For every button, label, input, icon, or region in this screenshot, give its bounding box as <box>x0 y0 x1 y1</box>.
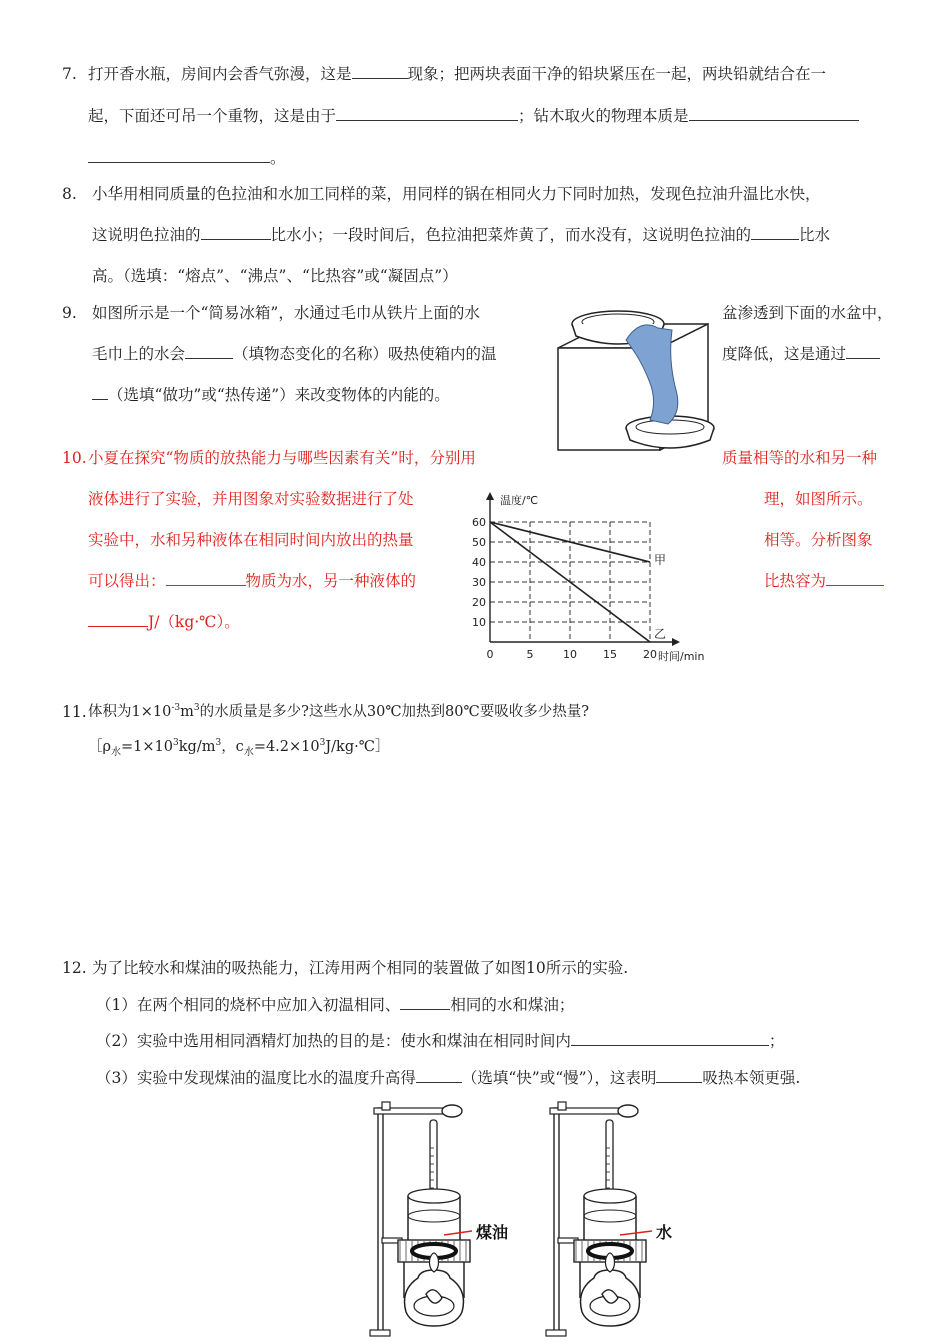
apparatus-water <box>546 1102 652 1336</box>
q11-t2: m <box>180 704 194 720</box>
q10-line5 <box>88 612 240 632</box>
x-tick-label: 20 <box>643 648 657 661</box>
q8-number: 8. <box>62 185 77 203</box>
q11-line1 <box>88 702 589 722</box>
q10-line2a: 液体进行了实验，并用图象对实验数据进行了处 <box>88 490 414 508</box>
q11-sub1: 水 <box>111 746 122 758</box>
q10-line1b: 质量相等的水和另一种 <box>722 449 878 467</box>
q10-line3a: 实验中，水和另种液体在相同时间内放出的热量 <box>88 531 414 549</box>
q9-line1a: 如图所示是一个“简易冰箱”，水通过毛巾从铁片上面的水 <box>92 304 480 322</box>
q9-line2b <box>722 344 880 364</box>
q11-exp4: 3 <box>215 738 222 749</box>
q11-number: 11. <box>62 703 87 721</box>
x-tick-label: 10 <box>563 648 577 661</box>
stand-rod <box>378 1108 383 1333</box>
q8-text-c: 比水 <box>799 226 831 244</box>
q12-p2-end: ； <box>768 1032 785 1050</box>
q7-text-a: 打开香水瓶，房间内会香气弥漫，这是 <box>88 65 352 83</box>
q9-number: 9. <box>62 304 77 322</box>
q7-blank-3b[interactable] <box>88 148 270 163</box>
q9-blank-2[interactable] <box>846 344 880 359</box>
series-label-jia: 甲 <box>654 553 667 567</box>
y-tick-label: 30 <box>472 576 486 589</box>
q10-line4b <box>764 571 884 591</box>
q12-part2 <box>96 1031 784 1051</box>
q9-text-d: （选填“做功”或“热传递”）来改变物体的内能的。 <box>108 386 450 404</box>
q11-exp2: 3 <box>193 703 200 714</box>
q8-text-b: 比水小；一段时间后，色拉油把菜炸黄了，而水没有，这说明色拉油的 <box>270 226 752 244</box>
beaker-rim <box>584 1189 636 1203</box>
y-tick-label: 20 <box>472 596 486 609</box>
label-water: 水 <box>656 1223 673 1242</box>
q12-p3-end: 吸热本领更强. <box>702 1069 801 1087</box>
q10-text-b: 物质为水，另一种液体的 <box>245 572 417 590</box>
q7-period: 。 <box>270 149 286 167</box>
simple-fridge-figure <box>548 300 726 458</box>
x-tick-label: 0 <box>486 648 494 661</box>
q9-line1b: 盆渗透到下面的水盆中， <box>722 304 893 322</box>
q12-part3 <box>96 1068 800 1088</box>
q11-rho: ［ρ <box>88 739 112 755</box>
y-tick-label: 50 <box>472 536 486 549</box>
q11-t5: kg/m <box>178 739 216 755</box>
label-kerosene: 煤油 <box>476 1223 509 1242</box>
q10-number: 10. <box>62 449 87 467</box>
x-axis-label: 时间/min <box>658 650 705 662</box>
q9-line3 <box>92 385 450 405</box>
y-axis-arrow <box>486 492 494 500</box>
q10-text-a: 可以得出： <box>88 572 166 590</box>
q7-text-d: ；钻木取火的物理本质是 <box>518 107 689 125</box>
q7-line3 <box>88 148 286 168</box>
stand-rod <box>554 1108 559 1333</box>
q9-line2a <box>92 344 497 364</box>
q12-p1-end: 相同的水和煤油； <box>450 996 575 1014</box>
q9-blank-1[interactable] <box>185 344 233 359</box>
x-tick-label: 15 <box>603 648 617 661</box>
q10-line4a <box>88 571 416 591</box>
q12-number: 12. <box>62 959 87 977</box>
q8-text-a: 这说明色拉油的 <box>92 226 201 244</box>
q12-p1-text: （1）在两个相同的烧杯中应加入初温相同、 <box>96 996 401 1014</box>
q10-text-c: 比热容为 <box>764 572 827 590</box>
q8-line2 <box>92 225 830 245</box>
heating-apparatus-figure <box>360 1098 700 1338</box>
q12-blank-1[interactable] <box>400 995 450 1010</box>
q9-text-a: 毛巾上的水会 <box>92 345 186 363</box>
q11-t3: 的水质量是多少?这些水从30℃加热到80℃要吸收多少热量? <box>199 704 589 720</box>
q11-sub2: 水 <box>243 746 254 758</box>
x-tick-label: 5 <box>526 648 534 661</box>
q7-blank-2[interactable] <box>336 106 518 121</box>
q12-line1: 为了比较水和煤油的吸热能力，江涛用两个相同的装置做了如图10所示的实验. <box>92 959 629 977</box>
series-label-yi: 乙 <box>654 627 667 641</box>
y-tick-label: 10 <box>472 616 486 629</box>
beaker-rim <box>408 1189 460 1203</box>
flame <box>606 1253 615 1272</box>
clamp-knob <box>558 1102 566 1110</box>
q11-line2 <box>88 737 389 757</box>
q7-number: 7. <box>62 65 77 83</box>
q12-p2-text: （2）实验中选用相同酒精灯加热的目的是：使水和煤油在相同时间内 <box>96 1032 571 1050</box>
q7-line2 <box>88 106 859 126</box>
q10-blank-1[interactable] <box>166 571 246 586</box>
q11-t8: J/kg·℃］ <box>325 739 390 755</box>
clamp-knob <box>382 1102 390 1110</box>
y-tick-label: 60 <box>472 516 486 529</box>
q11-exp1: -3 <box>171 703 181 714</box>
apparatus-kerosene <box>370 1102 472 1336</box>
q9-text-c: 度降低，这是通过 <box>722 345 847 363</box>
q11-t7: =4.2×10 <box>253 739 320 755</box>
q12-part1 <box>96 995 574 1015</box>
stand-base <box>546 1330 566 1336</box>
x-axis-arrow <box>672 638 680 646</box>
q10-line2b: 理，如图所示。 <box>764 490 873 508</box>
q11-t1: 体积为1×10 <box>88 704 172 720</box>
q12-blank-4[interactable] <box>656 1068 702 1083</box>
q10-line1a: 小夏在探究“物质的放热能力与哪些因素有关”时，分别用 <box>88 449 476 467</box>
q11-t4: =1×10 <box>121 739 174 755</box>
q7-line1 <box>88 64 826 84</box>
flame <box>430 1253 439 1272</box>
q10-blank-2b[interactable] <box>88 612 148 627</box>
clamp-ring <box>618 1105 638 1117</box>
stand-base <box>370 1330 390 1336</box>
q8-line1: 小华用相同质量的色拉油和水加工同样的菜，用同样的锅在相同火力下同时加热，发现色拉油升温比水快， <box>92 185 821 203</box>
q12-p3-mid: （选填“快”或“慢”），这表明 <box>461 1069 657 1087</box>
q8-blank-1[interactable] <box>201 225 271 240</box>
q7-text-b: 现象；把两块表面干净的铅块紧压在一起，两块铅就结合在一 <box>407 65 827 83</box>
q11-exp3: 3 <box>173 738 179 749</box>
y-axis-label: 温度/℃ <box>500 494 539 507</box>
q8-line3: 高。（选填：“熔点”、“沸点”、“比热容”或“凝固点”） <box>92 267 458 285</box>
q11-exp5: 3 <box>319 738 326 749</box>
clamp-ring <box>442 1105 462 1117</box>
q11-t6: ，c <box>221 739 244 755</box>
y-tick-label: 40 <box>472 556 486 569</box>
q9-blank-2b[interactable] <box>92 385 108 400</box>
q8-blank-2[interactable] <box>751 225 799 240</box>
q9-text-b: （填物态变化的名称）吸热使箱内的温 <box>233 345 497 363</box>
q7-text-c: 起，下面还可吊一个重物，这是由于 <box>88 107 337 125</box>
q10-line3b: 相等。分析图象 <box>764 531 873 549</box>
q7-blank-1[interactable] <box>352 64 408 79</box>
q10-blank-2[interactable] <box>826 571 884 586</box>
q10-unit: J/（kg·℃）。 <box>148 613 240 631</box>
q12-blank-2[interactable] <box>571 1031 769 1046</box>
q12-p3-text: （3）实验中发现煤油的温度比水的温度升高得 <box>96 1069 416 1087</box>
temperature-time-chart <box>460 486 730 662</box>
q7-blank-3[interactable] <box>689 106 859 121</box>
q12-blank-3[interactable] <box>416 1068 462 1083</box>
